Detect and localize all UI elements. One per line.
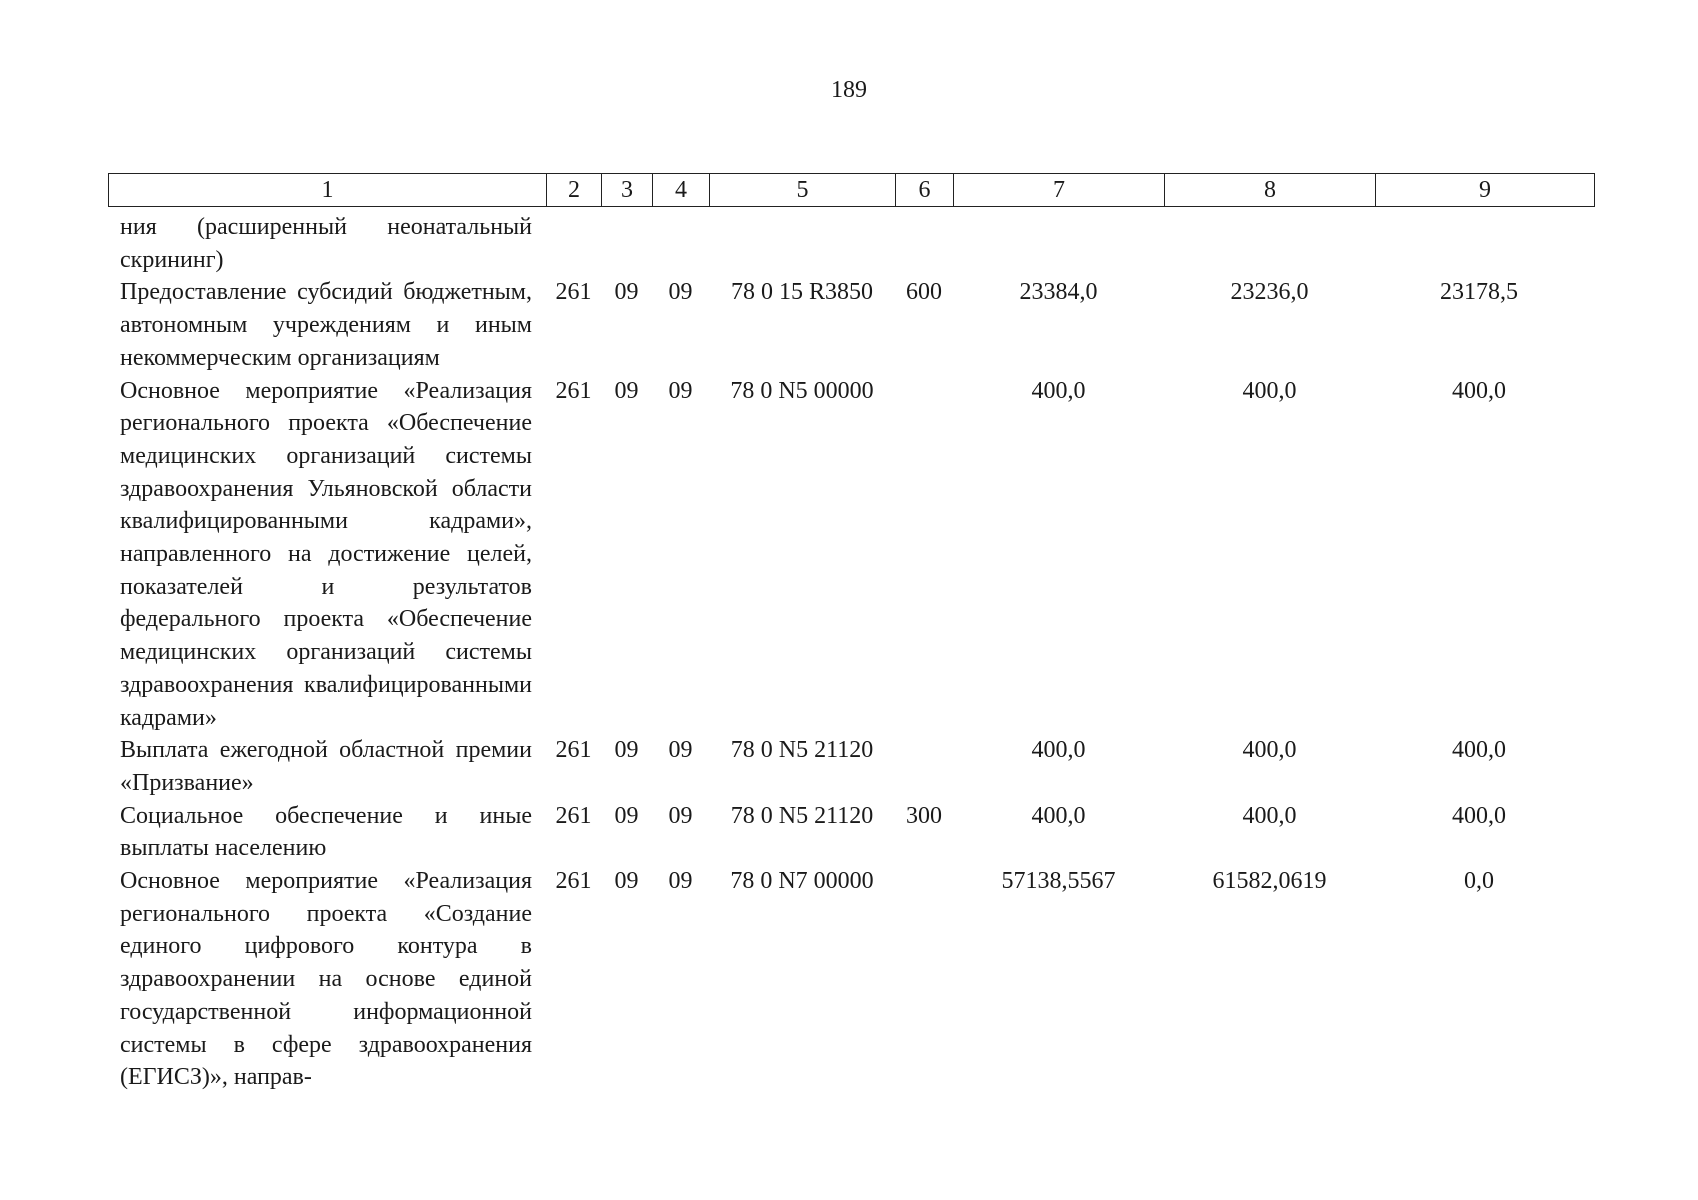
row-subsection-code: 09 [668,802,693,829]
row-amount-year1: 23384,0 [1019,279,1098,306]
header-col-3: 3 [602,174,653,207]
row-amount-year1: 400,0 [1031,802,1086,829]
row-amount-year3: 400,0 [1452,802,1506,829]
budget-table-body [108,211,1594,1094]
table-row [108,865,1594,1094]
row-section-code: 09 [614,737,639,764]
header-col-4: 4 [653,174,710,207]
row-target-code: 78 0 N5 21120 [730,737,874,764]
header-row [109,174,1595,207]
row-admin-code: 261 [555,868,592,895]
row-subsection-code: 09 [668,868,693,895]
row-admin-code: 261 [555,279,592,306]
row-expense-type: 600 [906,279,942,306]
row-target-code: 78 0 15 R3850 [730,279,873,306]
row-name: Основное мероприятие «Реализация регионального проекта «Обеспечение медицинских организаций системы здравоохранения Ульяновской области квалифицированными кадрами», направленного на достижение целей, показателей и результатов федерального проекта «Обеспечение медицинских организаций системы здравоохранения квалифицированными кадрами» [120,377,532,731]
table-row [108,734,1594,799]
row-name: Основное мероприятие «Реализация регионального проекта «Создание единого цифрового контура в здравоохранении на основе единой государственной информационной системы в сфере здравоохранения (ЕГИСЗ)», направ- [120,868,532,1091]
row-name: Предоставление субсидий бюджетным, автономным учреждениям и иным некоммерческим организациям [120,279,532,371]
table-row [108,800,1594,865]
row-section-code: 09 [614,868,639,895]
row-target-code: 78 0 N5 21120 [730,802,874,829]
row-admin-code: 261 [555,737,592,764]
row-amount-year3: 400,0 [1452,737,1506,764]
header-col-5: 5 [710,174,896,207]
page-number: 189 [831,77,867,103]
row-subsection-code: 09 [668,279,693,306]
header-col-7: 7 [954,174,1165,207]
row-target-code: 78 0 N5 00000 [730,377,874,404]
table-row [108,375,1594,735]
row-amount-year2: 400,0 [1242,377,1297,404]
header-col-2: 2 [547,174,602,207]
header-col-6: 6 [896,174,954,207]
row-target-code: 78 0 N7 00000 [730,868,874,895]
row-subsection-code: 09 [668,377,693,404]
row-admin-code: 261 [555,802,592,829]
row-amount-year1: 400,0 [1031,377,1086,404]
row-subsection-code: 09 [668,737,693,764]
header-col-1: 1 [109,174,547,207]
table-row [108,276,1594,374]
row-amount-year1: 400,0 [1031,737,1086,764]
table-row [108,211,1594,276]
row-name: ния (расширенный неонатальный скрининг) [120,214,532,273]
row-section-code: 09 [614,279,639,306]
row-amount-year2: 400,0 [1242,737,1297,764]
row-amount-year2: 23236,0 [1230,279,1309,306]
row-amount-year2: 61582,0619 [1212,868,1327,895]
header-col-9: 9 [1376,174,1595,207]
row-section-code: 09 [614,802,639,829]
row-amount-year3: 0,0 [1464,868,1494,895]
row-amount-year1: 57138,5567 [1001,868,1116,895]
row-expense-type: 300 [906,802,942,829]
row-name: Выплата ежегодной областной премии «Призвание» [120,737,532,796]
header-col-8: 8 [1165,174,1376,207]
row-amount-year2: 400,0 [1242,802,1297,829]
row-amount-year3: 23178,5 [1440,279,1518,306]
column-header-table [108,173,1595,207]
row-admin-code: 261 [555,377,592,404]
row-amount-year3: 400,0 [1452,377,1506,404]
row-section-code: 09 [614,377,639,404]
row-name: Социальное обеспечение и иные выплаты населению [120,802,532,862]
